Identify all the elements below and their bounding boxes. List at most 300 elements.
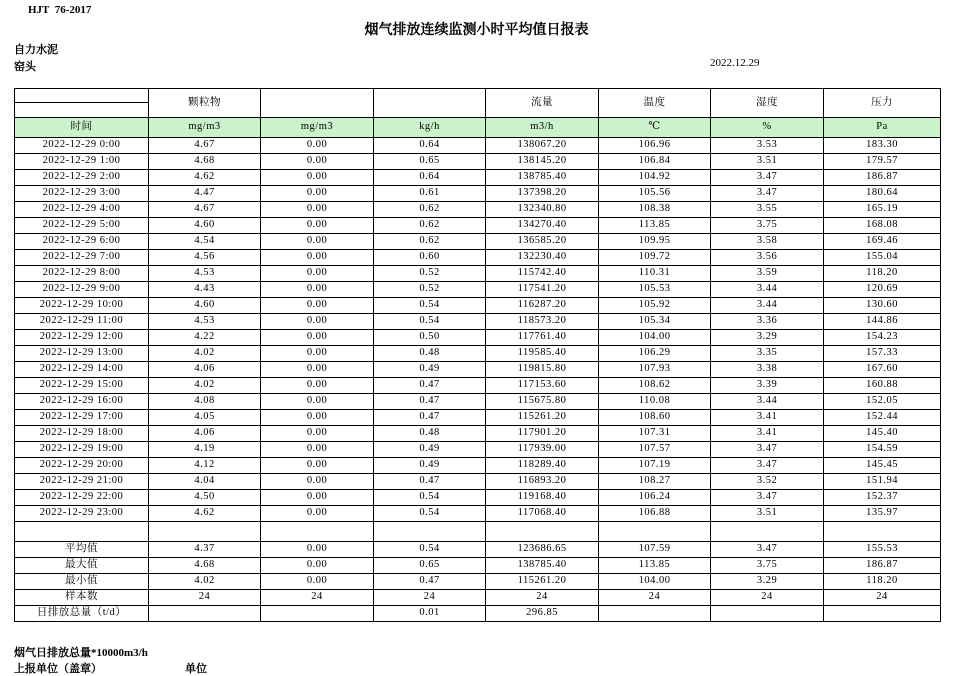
cell: 2022-12-29 12:00 [15, 330, 149, 346]
table-row [15, 394, 941, 410]
cell [261, 89, 374, 118]
cell: 3.36 [711, 314, 824, 330]
cell: 24 [261, 590, 374, 606]
cell: 144.86 [824, 314, 941, 330]
cell [149, 522, 261, 542]
cell: 0.00 [261, 234, 374, 250]
cell: 4.60 [149, 218, 261, 234]
cell: 106.29 [599, 346, 711, 362]
cell: 4.54 [149, 234, 261, 250]
cell: 3.44 [711, 298, 824, 314]
table-row [15, 378, 941, 394]
cell: 0.00 [261, 250, 374, 266]
cell: 0.00 [261, 202, 374, 218]
cell: 2022-12-29 8:00 [15, 266, 149, 282]
cell: 0.54 [374, 542, 486, 558]
cell: 24 [711, 590, 824, 606]
cell: 115261.20 [486, 410, 599, 426]
cell: 0.00 [261, 330, 374, 346]
cell: 0.47 [374, 394, 486, 410]
cell: 106.88 [599, 506, 711, 522]
cell: 0.47 [374, 574, 486, 590]
table-row [15, 234, 941, 250]
cell: 151.94 [824, 474, 941, 490]
cell: 0.00 [261, 490, 374, 506]
cell: 0.00 [261, 218, 374, 234]
cell: 106.96 [599, 138, 711, 154]
cell: 4.12 [149, 458, 261, 474]
cell: 117761.40 [486, 330, 599, 346]
cell: 4.56 [149, 250, 261, 266]
cell: 116287.20 [486, 298, 599, 314]
cell: 132340.80 [486, 202, 599, 218]
cell: 4.67 [149, 138, 261, 154]
cell: 2022-12-29 4:00 [15, 202, 149, 218]
cell: 0.65 [374, 558, 486, 574]
cell: 4.19 [149, 442, 261, 458]
cell: 3.53 [711, 138, 824, 154]
cell: 109.72 [599, 250, 711, 266]
cell: 118.20 [824, 266, 941, 282]
cell: 0.62 [374, 218, 486, 234]
cell: 179.57 [824, 154, 941, 170]
cell: 0.54 [374, 490, 486, 506]
cell: 3.47 [711, 542, 824, 558]
cell: 186.87 [824, 170, 941, 186]
cell: 3.56 [711, 250, 824, 266]
cell: 136585.20 [486, 234, 599, 250]
table-row [15, 298, 941, 314]
cell: 110.31 [599, 266, 711, 282]
cell: 104.00 [599, 574, 711, 590]
cell: 108.60 [599, 410, 711, 426]
cell: 24 [374, 590, 486, 606]
cell: 160.88 [824, 378, 941, 394]
total-emission-note: 烟气日排放总量*10000m3/h [14, 647, 148, 659]
cell: 119585.40 [486, 346, 599, 362]
cell: 169.46 [824, 234, 941, 250]
unit-cell: % [711, 118, 824, 138]
cell: 113.85 [599, 218, 711, 234]
cell [599, 606, 711, 622]
cell: 0.62 [374, 202, 486, 218]
cell: 154.23 [824, 330, 941, 346]
cell: 3.75 [711, 218, 824, 234]
cell: 0.00 [261, 426, 374, 442]
table-row [15, 362, 941, 378]
cell: 4.02 [149, 574, 261, 590]
cell: 2022-12-29 9:00 [15, 282, 149, 298]
cell: 4.08 [149, 394, 261, 410]
cell: 135.97 [824, 506, 941, 522]
cell: 3.51 [711, 154, 824, 170]
cell: 118573.20 [486, 314, 599, 330]
cell: 0.00 [261, 314, 374, 330]
cell: 2022-12-29 6:00 [15, 234, 149, 250]
cell: 134270.40 [486, 218, 599, 234]
cell: 3.38 [711, 362, 824, 378]
col-header-temperature: 温度 [599, 89, 711, 118]
cell: 0.62 [374, 234, 486, 250]
cell: 0.49 [374, 458, 486, 474]
cell: 3.52 [711, 474, 824, 490]
cell: 2022-12-29 17:00 [15, 410, 149, 426]
cell [824, 522, 941, 542]
cell: 138785.40 [486, 558, 599, 574]
cell: 0.52 [374, 282, 486, 298]
cell: 152.37 [824, 490, 941, 506]
cell: 152.05 [824, 394, 941, 410]
table-row [15, 506, 941, 522]
cell: 155.53 [824, 542, 941, 558]
cell: 120.69 [824, 282, 941, 298]
cell: 0.00 [261, 378, 374, 394]
table-row [15, 330, 941, 346]
table-row [15, 426, 941, 442]
spacer-section [15, 522, 941, 542]
cell: 4.22 [149, 330, 261, 346]
cell: 4.67 [149, 202, 261, 218]
cell: 105.56 [599, 186, 711, 202]
cell: 3.35 [711, 346, 824, 362]
cell: 2022-12-29 21:00 [15, 474, 149, 490]
cell: 0.00 [261, 154, 374, 170]
cell: 4.05 [149, 410, 261, 426]
unit-cell: m3/h [486, 118, 599, 138]
cell: 0.00 [261, 138, 374, 154]
table-row [15, 170, 941, 186]
summary-row [15, 590, 941, 606]
table-row [15, 458, 941, 474]
cell [599, 522, 711, 542]
summary-row [15, 558, 941, 574]
cell: 0.65 [374, 154, 486, 170]
cell: 117901.20 [486, 426, 599, 442]
cell: 106.24 [599, 490, 711, 506]
cell: 样本数 [15, 590, 149, 606]
cell: 152.44 [824, 410, 941, 426]
summary-rows [15, 542, 941, 622]
col-header-humidity: 湿度 [711, 89, 824, 118]
col-header-pressure: 压力 [824, 89, 941, 118]
cell: 117068.40 [486, 506, 599, 522]
cell: 3.44 [711, 394, 824, 410]
cell: 0.01 [374, 606, 486, 622]
cell [374, 522, 486, 542]
cell: 平均值 [15, 542, 149, 558]
cell: 0.00 [261, 574, 374, 590]
cell: 4.62 [149, 506, 261, 522]
cell: 107.59 [599, 542, 711, 558]
cell: 0.50 [374, 330, 486, 346]
cell: 0.00 [261, 298, 374, 314]
cell: 110.08 [599, 394, 711, 410]
unit-label: 单位 [185, 663, 207, 675]
cell: 105.34 [599, 314, 711, 330]
cell: 4.68 [149, 154, 261, 170]
summary-row [15, 574, 941, 590]
cell: 0.64 [374, 170, 486, 186]
cell: 0.47 [374, 410, 486, 426]
summary-row [15, 542, 941, 558]
cell: 115261.20 [486, 574, 599, 590]
col-header-flow: 流量 [486, 89, 599, 118]
cell: 105.53 [599, 282, 711, 298]
cell: 123686.65 [486, 542, 599, 558]
cell: 3.29 [711, 574, 824, 590]
cell: 3.47 [711, 442, 824, 458]
cell: 157.33 [824, 346, 941, 362]
company-name: 自力水泥 [14, 44, 58, 56]
cell: 154.59 [824, 442, 941, 458]
cell: 168.08 [824, 218, 941, 234]
cell: 0.00 [261, 506, 374, 522]
cell: 2022-12-29 11:00 [15, 314, 149, 330]
table-row [15, 154, 941, 170]
spacer-row [15, 522, 941, 542]
cell: 0.00 [261, 410, 374, 426]
cell: 3.41 [711, 410, 824, 426]
cell [711, 522, 824, 542]
cell: 2022-12-29 16:00 [15, 394, 149, 410]
cell: 113.85 [599, 558, 711, 574]
cell: 3.59 [711, 266, 824, 282]
cell: 2022-12-29 20:00 [15, 458, 149, 474]
cell: 3.39 [711, 378, 824, 394]
cell: 4.47 [149, 186, 261, 202]
table-row [15, 474, 941, 490]
page-title: 烟气排放连续监测小时平均值日报表 [364, 23, 589, 38]
cell: 2022-12-29 0:00 [15, 138, 149, 154]
cell [261, 606, 374, 622]
unit-cell: mg/m3 [261, 118, 374, 138]
summary-row [15, 606, 941, 622]
cell: 0.49 [374, 442, 486, 458]
cell: 0.00 [261, 362, 374, 378]
cell: 0.64 [374, 138, 486, 154]
cell: 3.47 [711, 170, 824, 186]
cell: 4.53 [149, 314, 261, 330]
cell: 3.47 [711, 458, 824, 474]
table-row [15, 218, 941, 234]
reporting-unit-label: 上报单位（盖章） [14, 663, 102, 675]
cell [824, 606, 941, 622]
cell: 4.04 [149, 474, 261, 490]
unit-cell: ℃ [599, 118, 711, 138]
cell: 2022-12-29 13:00 [15, 346, 149, 362]
cell: 0.00 [261, 458, 374, 474]
cell: 296.85 [486, 606, 599, 622]
cell: 4.02 [149, 346, 261, 362]
cell: 4.60 [149, 298, 261, 314]
cell: 2022-12-29 23:00 [15, 506, 149, 522]
table-row [15, 410, 941, 426]
table-row [15, 314, 941, 330]
cell: 132230.40 [486, 250, 599, 266]
cell: 0.54 [374, 298, 486, 314]
cell: 2022-12-29 3:00 [15, 186, 149, 202]
cell: 4.02 [149, 378, 261, 394]
time-column-header: 时间 [15, 118, 149, 138]
cell: 186.87 [824, 558, 941, 574]
cell: 107.57 [599, 442, 711, 458]
cell: 167.60 [824, 362, 941, 378]
cell: 0.00 [261, 266, 374, 282]
cell: 118.20 [824, 574, 941, 590]
cell: 0.54 [374, 506, 486, 522]
cell: 2022-12-29 5:00 [15, 218, 149, 234]
col-header-particulate: 颗粒物 [149, 89, 261, 118]
table-row [15, 202, 941, 218]
cell: 4.50 [149, 490, 261, 506]
cell: 115675.80 [486, 394, 599, 410]
cell [374, 89, 486, 118]
cell: 137398.20 [486, 186, 599, 202]
cell: 最大值 [15, 558, 149, 574]
cell [486, 522, 599, 542]
cell: 104.92 [599, 170, 711, 186]
cell: 2022-12-29 19:00 [15, 442, 149, 458]
cell: 155.04 [824, 250, 941, 266]
table-row [15, 250, 941, 266]
table-row [15, 186, 941, 202]
group-header-row [15, 89, 941, 103]
cell: 24 [599, 590, 711, 606]
cell: 2022-12-29 2:00 [15, 170, 149, 186]
cell: 0.00 [261, 170, 374, 186]
cell: 0.48 [374, 346, 486, 362]
data-rows [15, 138, 941, 522]
cell: 0.52 [374, 266, 486, 282]
cell: 3.47 [711, 490, 824, 506]
cell: 4.62 [149, 170, 261, 186]
cell: 4.68 [149, 558, 261, 574]
cell: 145.40 [824, 426, 941, 442]
cell: 0.00 [261, 186, 374, 202]
cell: 3.55 [711, 202, 824, 218]
cell: 180.64 [824, 186, 941, 202]
cell: 119815.80 [486, 362, 599, 378]
cell: 最小值 [15, 574, 149, 590]
cell: 2022-12-29 1:00 [15, 154, 149, 170]
cell: 117153.60 [486, 378, 599, 394]
cell: 2022-12-29 15:00 [15, 378, 149, 394]
cell: 4.06 [149, 362, 261, 378]
cell: 2022-12-29 10:00 [15, 298, 149, 314]
cell: 183.30 [824, 138, 941, 154]
cell: 108.38 [599, 202, 711, 218]
cell: 3.29 [711, 330, 824, 346]
cell: 3.41 [711, 426, 824, 442]
cell: 116893.20 [486, 474, 599, 490]
cell [15, 103, 149, 118]
table-row [15, 282, 941, 298]
cell: 118289.40 [486, 458, 599, 474]
cell: 107.93 [599, 362, 711, 378]
cell: 117541.20 [486, 282, 599, 298]
cell: 3.58 [711, 234, 824, 250]
cell [149, 606, 261, 622]
cell: 0.00 [261, 394, 374, 410]
cell [15, 522, 149, 542]
report-date: 2022.12.29 [710, 57, 760, 69]
cell: 108.27 [599, 474, 711, 490]
cell: 3.47 [711, 186, 824, 202]
cell: 0.00 [261, 282, 374, 298]
unit-cell: Pa [824, 118, 941, 138]
cell: 145.45 [824, 458, 941, 474]
cell: 0.00 [261, 346, 374, 362]
cell: 117939.00 [486, 442, 599, 458]
cell: 24 [149, 590, 261, 606]
cell: 4.37 [149, 542, 261, 558]
cell [261, 522, 374, 542]
cell: 104.00 [599, 330, 711, 346]
cell: 24 [486, 590, 599, 606]
cell: 107.31 [599, 426, 711, 442]
cell: 106.84 [599, 154, 711, 170]
cell: 138067.20 [486, 138, 599, 154]
cell: 2022-12-29 22:00 [15, 490, 149, 506]
cell: 0.00 [261, 558, 374, 574]
cell: 0.00 [261, 442, 374, 458]
table-row [15, 490, 941, 506]
cell: 3.44 [711, 282, 824, 298]
table-row [15, 266, 941, 282]
cell [15, 89, 149, 103]
cell: 0.00 [261, 542, 374, 558]
cell: 4.53 [149, 266, 261, 282]
cell: 138785.40 [486, 170, 599, 186]
cell: 0.48 [374, 426, 486, 442]
cell: 0.47 [374, 378, 486, 394]
cell: 165.19 [824, 202, 941, 218]
cell: 2022-12-29 7:00 [15, 250, 149, 266]
table-row [15, 138, 941, 154]
cell: 2022-12-29 14:00 [15, 362, 149, 378]
standard-code: HJT 76-2017 [28, 4, 92, 16]
unit-cell: mg/m3 [149, 118, 261, 138]
unit-cell: kg/h [374, 118, 486, 138]
unit-header-row [15, 118, 941, 138]
cell: 119168.40 [486, 490, 599, 506]
cell: 0.60 [374, 250, 486, 266]
cell: 0.47 [374, 474, 486, 490]
cell: 日排放总量（t/d） [15, 606, 149, 622]
cell: 0.54 [374, 314, 486, 330]
cell: 3.51 [711, 506, 824, 522]
table-row [15, 346, 941, 362]
cell [711, 606, 824, 622]
cell: 130.60 [824, 298, 941, 314]
cell: 4.06 [149, 426, 261, 442]
cell: 109.95 [599, 234, 711, 250]
cell: 108.62 [599, 378, 711, 394]
table-row [15, 442, 941, 458]
cell: 0.49 [374, 362, 486, 378]
cell: 115742.40 [486, 266, 599, 282]
report-table [14, 88, 941, 622]
cell: 138145.20 [486, 154, 599, 170]
cell: 3.75 [711, 558, 824, 574]
cell: 0.00 [261, 474, 374, 490]
cell: 105.92 [599, 298, 711, 314]
station-name: 窑头 [14, 61, 36, 73]
cell: 0.61 [374, 186, 486, 202]
cell: 24 [824, 590, 941, 606]
cell: 2022-12-29 18:00 [15, 426, 149, 442]
cell: 4.43 [149, 282, 261, 298]
